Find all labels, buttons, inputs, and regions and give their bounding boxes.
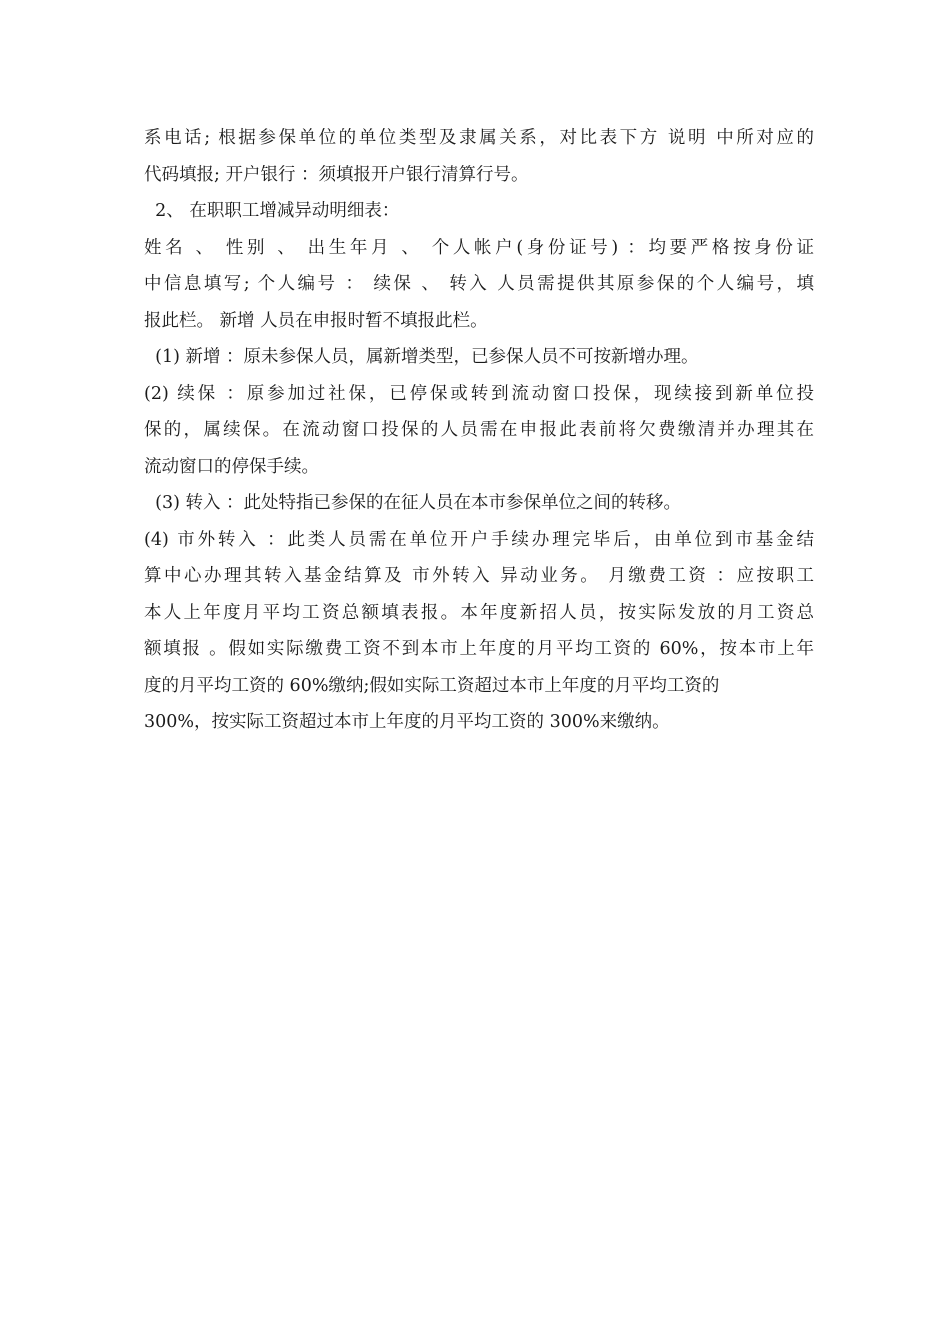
text-line: 本人上年度月平均工资总额填表报。本年度新招人员，按实际发放的月工资总 [144, 602, 814, 623]
text-line: 算中心办理其转入基金结算及 市外转入 异动业务。 月缴费工资 ：应按职工 [144, 566, 814, 586]
text-line: 中信息填写; 个人编号 ： 续保 、 转入 人员需提供其原参保的个人编号，填 [144, 274, 814, 294]
text-line: 姓名 、 性别 、 出生年月 、 个人帐户(身份证号) ：均要严格按身份证 [144, 237, 814, 258]
text-line: 额填报 。假如实际缴费工资不到本市上年度的月平均工资的 60%，按本市上年 [144, 639, 814, 659]
body-text [144, 120, 814, 741]
text-line: 300%，按实际工资超过本市上年度的月平均工资的 300%来缴纳。 [144, 712, 670, 732]
text-line: 流动窗口的停保手续。 [144, 456, 319, 477]
list-item: (4) 市外转入 ：此类人员需在单位开户手续办理完毕后，由单位到市基金结 [144, 529, 814, 550]
list-item: (1) 新增 ：原未参保人员，属新增类型，已参保人员不可按新增办理。 [144, 347, 699, 367]
section-heading: 2、 在职职工增减异动明细表： [144, 201, 400, 221]
list-item: (2) 续保 ：原参加过社保，已停保或转到流动窗口投保，现续接到新单位投 [144, 383, 814, 404]
text-line: 报此栏。 新增 人员在申报时暂不填报此栏。 [144, 310, 488, 331]
text-line: 系电话; 根据参保单位的单位类型及隶属关系，对比表下方 说明 中所对应的 [144, 128, 814, 148]
text-line: 代码填报; 开户银行 ：须填报开户银行清算行号。 [144, 164, 529, 185]
list-item: (3) 转入 ：此处特指已参保的在征人员在本市参保单位之间的转移。 [144, 493, 682, 513]
text-line: 保的，属续保。在流动窗口投保的人员需在申报此表前将欠费缴清并办理其在 [144, 420, 814, 440]
text-line: 度的月平均工资的 60%缴纳;假如实际工资超过本市上年度的月平均工资的 [144, 675, 720, 696]
